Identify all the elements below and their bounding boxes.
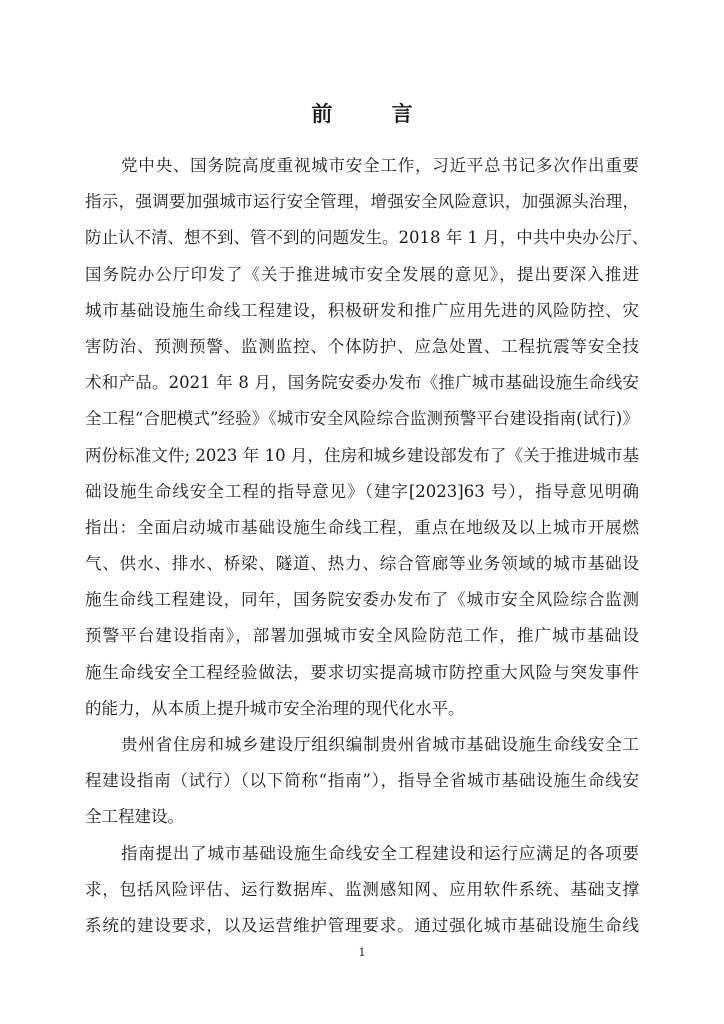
text-line: 城市基础设施生命线工程建设，积极研发和推广应用先进的风险防控、灾 [85, 300, 639, 320]
text-line: 气、供水、排水、桥梁、隧道、热力、综合管廊等业务领域的城市基础设 [85, 554, 639, 574]
text-line: 求，包括风险评估、运行数据库、监测感知网、应用软件系统、基础支撑 [85, 879, 639, 899]
text-line: 指示，强调要加强城市运行安全管理，增强安全风险意识，加强源头治理， [85, 192, 639, 212]
text-line: 预警平台建设指南》，部署加强城市安全风险防范工作，推广城市基础设 [85, 626, 639, 646]
text-line: 党中央、国务院高度重视城市安全工作，习近平总书记多次作出重要 [121, 156, 639, 175]
page-title: 前 言 [311, 101, 439, 126]
text-line: 术和产品。2021 年 8 月，国务院安委办发布《推广城市基础设施生命线安 [85, 373, 639, 393]
text-line: 全工程建设。 [85, 807, 184, 827]
text-line: 施生命线安全工程经验做法，要求切实提高城市防控重大风险与突发事件 [85, 662, 639, 682]
text-line: 贵州省住房和城乡建设厅组织编制贵州省城市基础设施生命线安全工 [121, 735, 639, 754]
text-line: 的能力，从本质上提升城市安全治理的现代化水平。 [85, 698, 465, 718]
text-line: 础设施生命线安全工程的指导意见》（建字[2023]63 号），指导意见明确 [85, 481, 639, 501]
text-line: 防止认不清、想不到、管不到的问题发生。2018 年 1 月，中共中央办公厅、 [85, 228, 649, 248]
text-line: 两份标准文件; 2023 年 10 月，住房和城乡建设部发布了《关于推进城市基 [85, 445, 639, 465]
text-line: 系统的建设要求，以及运营维护管理要求。通过强化城市基础设施生命线 [85, 915, 639, 935]
page-number: 1 [358, 946, 366, 959]
text-line: 施生命线工程建设，同年，国务院安委办发布了《城市安全风险综合监测 [85, 590, 639, 610]
text-line: 国务院办公厅印发了《关于推进城市安全发展的意见》，提出要深入推进 [85, 264, 639, 284]
text-line: 指出：全面启动城市基础设施生命线工程，重点在地级及以上城市开展燃 [85, 517, 639, 537]
text-line: 指南提出了城市基础设施生命线安全工程建设和运行应满足的各项要 [121, 843, 639, 863]
text-line: 害防治、预测预警、监测监控、个体防护、应急处置、工程抗震等安全技 [85, 336, 639, 356]
text-line: 程建设指南（试行）（以下简称“指南”），指导全省城市基础设施生命线安 [85, 771, 639, 791]
preface-body [85, 148, 649, 944]
text-line: 全工程“合肥模式”经验》《城市安全风险综合监测预警平台建设指南(试行)》 [85, 409, 639, 429]
